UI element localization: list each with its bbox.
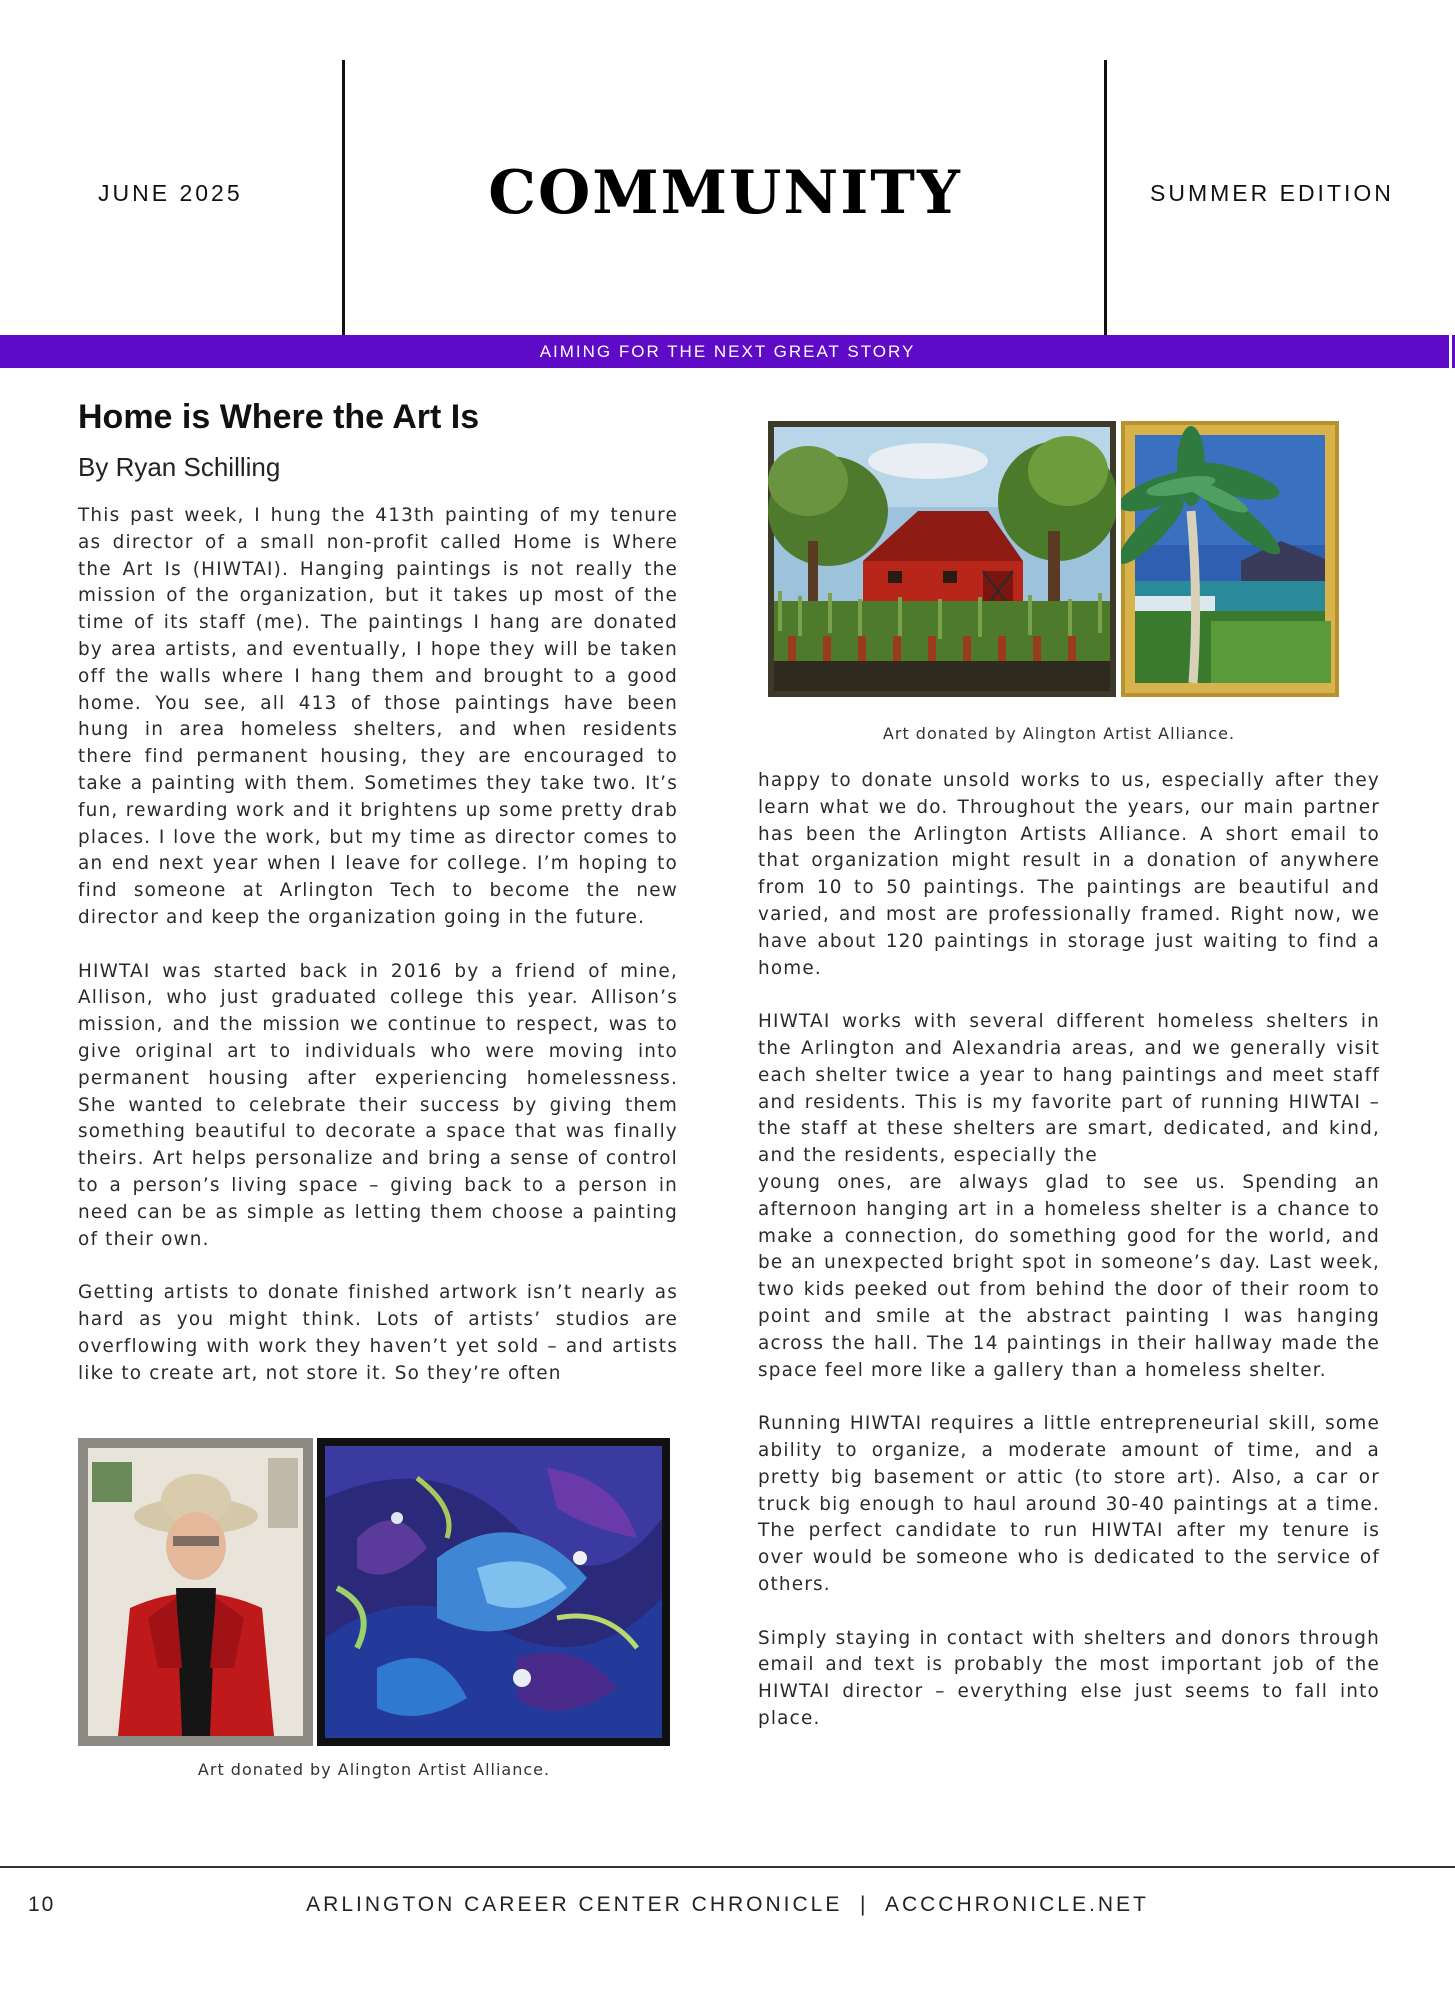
page-number: 10 — [28, 1893, 56, 1916]
article-title: Home is Where the Art Is — [78, 398, 480, 436]
article-column-right — [758, 768, 1380, 1733]
publication-footer: ARLINGTON CAREER CENTER CHRONICLE | ACCCHRONICLE.NET — [306, 1893, 1149, 1916]
paragraph: Running HIWTAI requires a little entrepreneurial skill, some ability to organize, a moderate amount of time, and a pretty big basement or attic (to store art). Also, a car or truck big enough to haul around 30-40 paintings at a time. The perfect candidate to run HIWTAI after my tenure is over would be someone who is dedicated to the service of others. — [758, 1413, 1380, 1595]
section-title: COMMUNITY — [488, 158, 962, 228]
artist-portrait-image — [78, 1438, 313, 1746]
masthead — [0, 0, 1455, 335]
palm-painting-image — [1121, 421, 1339, 697]
paragraph: This past week, I hung the 413th painting of my tenure as director of a small non-profit called Home is Where the Art Is (HIWTAI). Hanging paintings is not really the mission of the organization, but it takes up most of the time of its staff (me). The paintings I hang are donated by area artists, and eventually, I hope they will be taken off the walls where I hang them and brought to a good home. You see, all 413 of those paintings have been hung in area homeless shelters, and when residents there find permanent housing, they are encouraged to take a painting with them. Sometimes they take two. It’s fun, rewarding work and it brightens up some pretty drab places. I love the work, but my time as director comes to an end next year when I leave for college. I’m hoping to find someone at Arlington Tech to become the new director and keep the organization going in the future. — [78, 505, 678, 928]
footer-divider — [0, 1866, 1455, 1868]
paragraph: Getting artists to donate finished artwork isn’t nearly as hard as you might think. Lots of artists’ studios are overflowing with work they haven’t yet sold – and artists like to create art, not store it. So they’re often — [78, 1282, 678, 1384]
edition-label: SUMMER EDITION — [1150, 180, 1394, 206]
article-column-left — [78, 503, 678, 1387]
paragraph: young ones, are always glad to see us. Spending an afternoon hanging art in a homeless shelter is a chance to make a connection, do something good for the world, and be an unexpected bright spot in someone’s day. Last week, two kids peeked out from behind the door of their room to point and smile at the abstract painting I was hanging across the hall. The 14 paintings in their hallway made the space feel more like a gallery than a homeless shelter. — [758, 1171, 1380, 1381]
paragraph: HIWTAI works with several different homeless shelters in the Arlington and Alexandria areas, and we generally visit each shelter twice a year to hang paintings and meet staff and residents. This is my favorite part of running HIWTAI – the staff at these shelters are smart, dedicated, and kind, and the residents, especially the — [758, 1011, 1380, 1167]
figure-caption-bottom: Art donated by Alington Artist Alliance. — [197, 1760, 551, 1779]
figure-caption-top: Art donated by Alington Artist Alliance. — [882, 724, 1236, 743]
paragraph: happy to donate unsold works to us, especially after they learn what we do. Throughout the years, our main partner has been the Arlington Artists Alliance. A short email to that organization might result in a donation of anywhere from 10 to 50 paintings. The paintings are beautiful and varied, and most are professionally framed. Right now, we have about 120 paintings in storage just waiting to find a home. — [758, 770, 1380, 979]
article-byline: By Ryan Schilling — [78, 452, 281, 482]
abstract-painting-image — [317, 1438, 670, 1746]
issue-date: JUNE 2025 — [98, 180, 243, 206]
barn-painting-image — [768, 421, 1116, 697]
paragraph: HIWTAI was started back in 2016 by a friend of mine, Allison, who just graduated college this year. Allison’s mission, and the mission we continue to respect, was to give original art to individuals who were moving into permanent housing after experiencing homelessness. She wanted to celebrate their success by giving them something beautiful to decorate a space that was finally theirs. Art helps personalize and bring a sense of control to a person’s living space – giving back to a person in need can be as simple as letting them choose a painting of their own. — [78, 960, 678, 1250]
tagline-bar: AIMING FOR THE NEXT GREAT STORY — [0, 335, 1455, 368]
paragraph: Simply staying in contact with shelters and donors through email and text is probably the most important job of the HIWTAI director – everything else just seems to fall into place. — [758, 1627, 1380, 1729]
